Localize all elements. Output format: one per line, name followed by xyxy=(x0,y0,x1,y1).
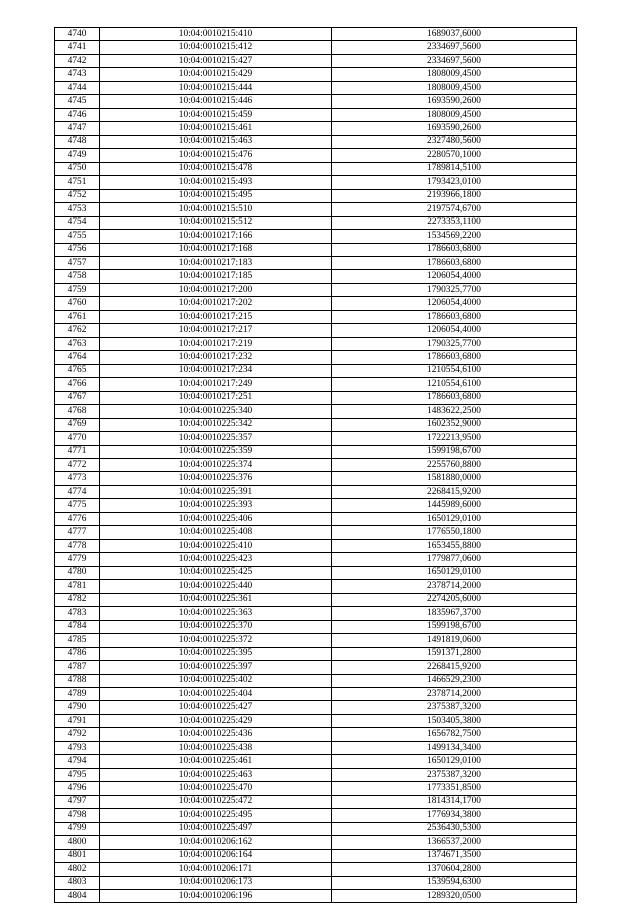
value-cell: 1599198,6700 xyxy=(332,445,577,458)
table-body xyxy=(55,28,577,903)
cadastral-number-cell: 10:04:0010225:461 xyxy=(100,755,332,768)
value-cell: 1786603,6800 xyxy=(332,256,577,269)
row-number-cell: 4791 xyxy=(55,714,100,727)
row-number-cell: 4744 xyxy=(55,81,100,94)
cadastral-number-cell: 10:04:0010217:217 xyxy=(100,324,332,337)
cadastral-number-cell: 10:04:0010217:215 xyxy=(100,310,332,323)
value-cell: 1650129,0100 xyxy=(332,755,577,768)
cadastral-number-cell: 10:04:0010217:166 xyxy=(100,230,332,243)
row-number-cell: 4748 xyxy=(55,135,100,148)
cadastral-number-cell: 10:04:0010225:357 xyxy=(100,432,332,445)
row-number-cell: 4782 xyxy=(55,593,100,606)
row-number-cell: 4763 xyxy=(55,337,100,350)
table-row xyxy=(55,135,577,148)
cadastral-number-cell: 10:04:0010206:164 xyxy=(100,849,332,862)
value-cell: 1499134,3400 xyxy=(332,741,577,754)
cadastral-number-cell: 10:04:0010225:423 xyxy=(100,553,332,566)
row-number-cell: 4774 xyxy=(55,485,100,498)
table-row xyxy=(55,283,577,296)
value-cell: 1534569,2200 xyxy=(332,230,577,243)
row-number-cell: 4776 xyxy=(55,512,100,525)
table-row xyxy=(55,795,577,808)
row-number-cell: 4767 xyxy=(55,391,100,404)
cadastral-number-cell: 10:04:0010225:370 xyxy=(100,620,332,633)
value-cell: 1786603,6800 xyxy=(332,351,577,364)
table-row xyxy=(55,472,577,485)
value-cell: 1808009,4500 xyxy=(332,68,577,81)
value-cell: 1656782,7500 xyxy=(332,728,577,741)
table-row xyxy=(55,54,577,67)
row-number-cell: 4770 xyxy=(55,432,100,445)
table-row xyxy=(55,68,577,81)
cadastral-number-cell: 10:04:0010217:251 xyxy=(100,391,332,404)
table-row xyxy=(55,28,577,41)
table-row xyxy=(55,459,577,472)
row-number-cell: 4796 xyxy=(55,782,100,795)
data-table xyxy=(54,27,577,903)
row-number-cell: 4779 xyxy=(55,553,100,566)
cadastral-number-cell: 10:04:0010215:461 xyxy=(100,122,332,135)
row-number-cell: 4773 xyxy=(55,472,100,485)
cadastral-number-cell: 10:04:0010225:497 xyxy=(100,822,332,835)
cadastral-number-cell: 10:04:0010225:393 xyxy=(100,499,332,512)
row-number-cell: 4783 xyxy=(55,607,100,620)
row-number-cell: 4775 xyxy=(55,499,100,512)
cadastral-number-cell: 10:04:0010225:495 xyxy=(100,809,332,822)
value-cell: 1786603,6800 xyxy=(332,391,577,404)
table-row xyxy=(55,539,577,552)
row-number-cell: 4753 xyxy=(55,203,100,216)
value-cell: 1814314,1700 xyxy=(332,795,577,808)
table-row xyxy=(55,485,577,498)
table-row xyxy=(55,216,577,229)
value-cell: 2334697,5600 xyxy=(332,41,577,54)
cadastral-number-cell: 10:04:0010215:446 xyxy=(100,95,332,108)
row-number-cell: 4768 xyxy=(55,405,100,418)
value-cell: 1210554,6100 xyxy=(332,378,577,391)
cadastral-number-cell: 10:04:0010217:234 xyxy=(100,364,332,377)
table-row xyxy=(55,741,577,754)
row-number-cell: 4746 xyxy=(55,108,100,121)
row-number-cell: 4757 xyxy=(55,256,100,269)
value-cell: 2375387,3200 xyxy=(332,768,577,781)
value-cell: 2378714,2000 xyxy=(332,580,577,593)
table-row xyxy=(55,351,577,364)
table-row xyxy=(55,836,577,849)
row-number-cell: 4790 xyxy=(55,701,100,714)
row-number-cell: 4741 xyxy=(55,41,100,54)
table-row xyxy=(55,687,577,700)
table-row xyxy=(55,270,577,283)
cadastral-number-cell: 10:04:0010225:470 xyxy=(100,782,332,795)
cadastral-number-cell: 10:04:0010225:438 xyxy=(100,741,332,754)
row-number-cell: 4797 xyxy=(55,795,100,808)
table-row xyxy=(55,499,577,512)
cadastral-number-cell: 10:04:0010225:397 xyxy=(100,661,332,674)
row-number-cell: 4761 xyxy=(55,310,100,323)
value-cell: 2197574,6700 xyxy=(332,203,577,216)
table-row xyxy=(55,176,577,189)
table-row xyxy=(55,122,577,135)
table-row xyxy=(55,863,577,876)
cadastral-number-cell: 10:04:0010217:232 xyxy=(100,351,332,364)
row-number-cell: 4778 xyxy=(55,539,100,552)
table-row xyxy=(55,405,577,418)
value-cell: 2268415,9200 xyxy=(332,485,577,498)
value-cell: 2255760,8800 xyxy=(332,459,577,472)
value-cell: 1776934,3800 xyxy=(332,809,577,822)
row-number-cell: 4781 xyxy=(55,580,100,593)
value-cell: 2334697,5600 xyxy=(332,54,577,67)
row-number-cell: 4785 xyxy=(55,634,100,647)
table-row xyxy=(55,512,577,525)
table-row xyxy=(55,809,577,822)
row-number-cell: 4745 xyxy=(55,95,100,108)
table-row xyxy=(55,647,577,660)
table-row xyxy=(55,607,577,620)
row-number-cell: 4762 xyxy=(55,324,100,337)
cadastral-number-cell: 10:04:0010217:200 xyxy=(100,283,332,296)
value-cell: 1206054,4000 xyxy=(332,297,577,310)
table-row xyxy=(55,297,577,310)
value-cell: 1722213,9500 xyxy=(332,432,577,445)
table-row xyxy=(55,337,577,350)
value-cell: 1466529,2300 xyxy=(332,674,577,687)
cadastral-number-cell: 10:04:0010215:495 xyxy=(100,189,332,202)
table-row xyxy=(55,445,577,458)
value-cell: 1370604,2800 xyxy=(332,863,577,876)
value-cell: 1653455,8800 xyxy=(332,539,577,552)
value-cell: 2274205,6000 xyxy=(332,593,577,606)
row-number-cell: 4800 xyxy=(55,836,100,849)
value-cell: 1602352,9000 xyxy=(332,418,577,431)
row-number-cell: 4765 xyxy=(55,364,100,377)
row-number-cell: 4792 xyxy=(55,728,100,741)
table-row xyxy=(55,566,577,579)
value-cell: 2273353,1100 xyxy=(332,216,577,229)
cadastral-number-cell: 10:04:0010206:173 xyxy=(100,876,332,889)
row-number-cell: 4794 xyxy=(55,755,100,768)
cadastral-number-cell: 10:04:0010215:459 xyxy=(100,108,332,121)
value-cell: 1689037,6000 xyxy=(332,28,577,41)
row-number-cell: 4760 xyxy=(55,297,100,310)
value-cell: 1599198,6700 xyxy=(332,620,577,633)
row-number-cell: 4787 xyxy=(55,661,100,674)
row-number-cell: 4750 xyxy=(55,162,100,175)
table-row xyxy=(55,243,577,256)
table-row xyxy=(55,849,577,862)
cadastral-number-cell: 10:04:0010225:361 xyxy=(100,593,332,606)
value-cell: 1206054,4000 xyxy=(332,324,577,337)
table-row xyxy=(55,593,577,606)
row-number-cell: 4752 xyxy=(55,189,100,202)
cadastral-number-cell: 10:04:0010206:196 xyxy=(100,890,332,903)
value-cell: 1374671,3500 xyxy=(332,849,577,862)
row-number-cell: 4799 xyxy=(55,822,100,835)
cadastral-number-cell: 10:04:0010225:342 xyxy=(100,418,332,431)
cadastral-number-cell: 10:04:0010215:493 xyxy=(100,176,332,189)
table-row xyxy=(55,81,577,94)
row-number-cell: 4743 xyxy=(55,68,100,81)
row-number-cell: 4751 xyxy=(55,176,100,189)
table-row xyxy=(55,189,577,202)
cadastral-number-cell: 10:04:0010217:185 xyxy=(100,270,332,283)
row-number-cell: 4786 xyxy=(55,647,100,660)
value-cell: 1808009,4500 xyxy=(332,108,577,121)
table-row xyxy=(55,701,577,714)
cadastral-number-cell: 10:04:0010225:372 xyxy=(100,634,332,647)
cadastral-number-cell: 10:04:0010225:436 xyxy=(100,728,332,741)
row-number-cell: 4788 xyxy=(55,674,100,687)
cadastral-number-cell: 10:04:0010225:408 xyxy=(100,526,332,539)
value-cell: 1786603,6800 xyxy=(332,310,577,323)
table-row xyxy=(55,256,577,269)
value-cell: 1210554,6100 xyxy=(332,364,577,377)
table-row xyxy=(55,108,577,121)
cadastral-number-cell: 10:04:0010225:359 xyxy=(100,445,332,458)
cadastral-number-cell: 10:04:0010225:376 xyxy=(100,472,332,485)
row-number-cell: 4798 xyxy=(55,809,100,822)
value-cell: 2280570,1000 xyxy=(332,149,577,162)
cadastral-number-cell: 10:04:0010215:444 xyxy=(100,81,332,94)
table-row xyxy=(55,822,577,835)
row-number-cell: 4804 xyxy=(55,890,100,903)
table-row xyxy=(55,391,577,404)
table-row xyxy=(55,661,577,674)
cadastral-number-cell: 10:04:0010215:410 xyxy=(100,28,332,41)
table-row xyxy=(55,324,577,337)
row-number-cell: 4772 xyxy=(55,459,100,472)
row-number-cell: 4749 xyxy=(55,149,100,162)
value-cell: 1693590,2600 xyxy=(332,122,577,135)
cadastral-number-cell: 10:04:0010206:171 xyxy=(100,863,332,876)
value-cell: 1808009,4500 xyxy=(332,81,577,94)
table-row xyxy=(55,418,577,431)
cadastral-number-cell: 10:04:0010217:168 xyxy=(100,243,332,256)
row-number-cell: 4766 xyxy=(55,378,100,391)
cadastral-number-cell: 10:04:0010225:402 xyxy=(100,674,332,687)
row-number-cell: 4742 xyxy=(55,54,100,67)
cadastral-number-cell: 10:04:0010217:219 xyxy=(100,337,332,350)
cadastral-number-cell: 10:04:0010225:340 xyxy=(100,405,332,418)
table-row xyxy=(55,41,577,54)
value-cell: 1650129,0100 xyxy=(332,566,577,579)
value-cell: 1366537,2000 xyxy=(332,836,577,849)
cadastral-number-cell: 10:04:0010215:510 xyxy=(100,203,332,216)
cadastral-number-cell: 10:04:0010225:391 xyxy=(100,485,332,498)
table-row xyxy=(55,364,577,377)
row-number-cell: 4740 xyxy=(55,28,100,41)
value-cell: 2268415,9200 xyxy=(332,661,577,674)
row-number-cell: 4801 xyxy=(55,849,100,862)
cadastral-number-cell: 10:04:0010225:406 xyxy=(100,512,332,525)
row-number-cell: 4764 xyxy=(55,351,100,364)
cadastral-number-cell: 10:04:0010217:202 xyxy=(100,297,332,310)
row-number-cell: 4793 xyxy=(55,741,100,754)
value-cell: 1789814,5100 xyxy=(332,162,577,175)
row-number-cell: 4755 xyxy=(55,230,100,243)
cadastral-number-cell: 10:04:0010225:427 xyxy=(100,701,332,714)
value-cell: 1776550,1800 xyxy=(332,526,577,539)
value-cell: 2327480,5600 xyxy=(332,135,577,148)
row-number-cell: 4784 xyxy=(55,620,100,633)
value-cell: 1650129,0100 xyxy=(332,512,577,525)
value-cell: 2378714,2000 xyxy=(332,687,577,700)
row-number-cell: 4758 xyxy=(55,270,100,283)
value-cell: 1786603,6800 xyxy=(332,243,577,256)
cadastral-number-cell: 10:04:0010215:463 xyxy=(100,135,332,148)
table-row xyxy=(55,310,577,323)
row-number-cell: 4789 xyxy=(55,687,100,700)
table-row xyxy=(55,203,577,216)
table-row xyxy=(55,95,577,108)
cadastral-number-cell: 10:04:0010225:374 xyxy=(100,459,332,472)
table-row xyxy=(55,620,577,633)
row-number-cell: 4780 xyxy=(55,566,100,579)
row-number-cell: 4759 xyxy=(55,283,100,296)
value-cell: 1491819,0600 xyxy=(332,634,577,647)
value-cell: 1779877,0600 xyxy=(332,553,577,566)
table-row xyxy=(55,553,577,566)
cadastral-number-cell: 10:04:0010225:410 xyxy=(100,539,332,552)
table-row xyxy=(55,230,577,243)
row-number-cell: 4803 xyxy=(55,876,100,889)
row-number-cell: 4777 xyxy=(55,526,100,539)
table-row xyxy=(55,782,577,795)
value-cell: 1206054,4000 xyxy=(332,270,577,283)
row-number-cell: 4795 xyxy=(55,768,100,781)
cadastral-number-cell: 10:04:0010206:162 xyxy=(100,836,332,849)
value-cell: 2536430,5300 xyxy=(332,822,577,835)
value-cell: 2193966,1800 xyxy=(332,189,577,202)
value-cell: 1483622,2500 xyxy=(332,405,577,418)
cadastral-number-cell: 10:04:0010215:429 xyxy=(100,68,332,81)
cadastral-number-cell: 10:04:0010215:412 xyxy=(100,41,332,54)
table-row xyxy=(55,728,577,741)
value-cell: 1289320,0500 xyxy=(332,890,577,903)
table-row xyxy=(55,674,577,687)
cadastral-number-cell: 10:04:0010225:363 xyxy=(100,607,332,620)
row-number-cell: 4802 xyxy=(55,863,100,876)
value-cell: 1790325,7700 xyxy=(332,283,577,296)
table-row xyxy=(55,714,577,727)
value-cell: 1581880,0000 xyxy=(332,472,577,485)
table-row xyxy=(55,162,577,175)
row-number-cell: 4754 xyxy=(55,216,100,229)
cadastral-number-cell: 10:04:0010217:183 xyxy=(100,256,332,269)
row-number-cell: 4769 xyxy=(55,418,100,431)
table-row xyxy=(55,876,577,889)
cadastral-number-cell: 10:04:0010215:512 xyxy=(100,216,332,229)
value-cell: 1835967,3700 xyxy=(332,607,577,620)
value-cell: 1693590,2600 xyxy=(332,95,577,108)
cadastral-number-cell: 10:04:0010225:425 xyxy=(100,566,332,579)
cadastral-number-cell: 10:04:0010225:404 xyxy=(100,687,332,700)
value-cell: 1503405,3800 xyxy=(332,714,577,727)
row-number-cell: 4756 xyxy=(55,243,100,256)
table-row xyxy=(55,755,577,768)
table-row xyxy=(55,149,577,162)
row-number-cell: 4747 xyxy=(55,122,100,135)
table-row xyxy=(55,634,577,647)
row-number-cell: 4771 xyxy=(55,445,100,458)
table-row xyxy=(55,432,577,445)
cadastral-number-cell: 10:04:0010225:472 xyxy=(100,795,332,808)
value-cell: 1445989,6000 xyxy=(332,499,577,512)
cadastral-number-cell: 10:04:0010225:440 xyxy=(100,580,332,593)
value-cell: 1773351,8500 xyxy=(332,782,577,795)
cadastral-number-cell: 10:04:0010225:395 xyxy=(100,647,332,660)
value-cell: 1539594,6300 xyxy=(332,876,577,889)
cadastral-number-cell: 10:04:0010217:249 xyxy=(100,378,332,391)
table-row xyxy=(55,580,577,593)
value-cell: 1793423,0100 xyxy=(332,176,577,189)
cadastral-number-cell: 10:04:0010225:429 xyxy=(100,714,332,727)
value-cell: 1790325,7700 xyxy=(332,337,577,350)
value-cell: 1591371,2800 xyxy=(332,647,577,660)
cadastral-number-cell: 10:04:0010215:478 xyxy=(100,162,332,175)
table-row xyxy=(55,768,577,781)
value-cell: 2375387,3200 xyxy=(332,701,577,714)
table-row xyxy=(55,890,577,903)
table-row xyxy=(55,378,577,391)
table-row xyxy=(55,526,577,539)
cadastral-number-cell: 10:04:0010225:463 xyxy=(100,768,332,781)
cadastral-number-cell: 10:04:0010215:476 xyxy=(100,149,332,162)
cadastral-number-cell: 10:04:0010215:427 xyxy=(100,54,332,67)
